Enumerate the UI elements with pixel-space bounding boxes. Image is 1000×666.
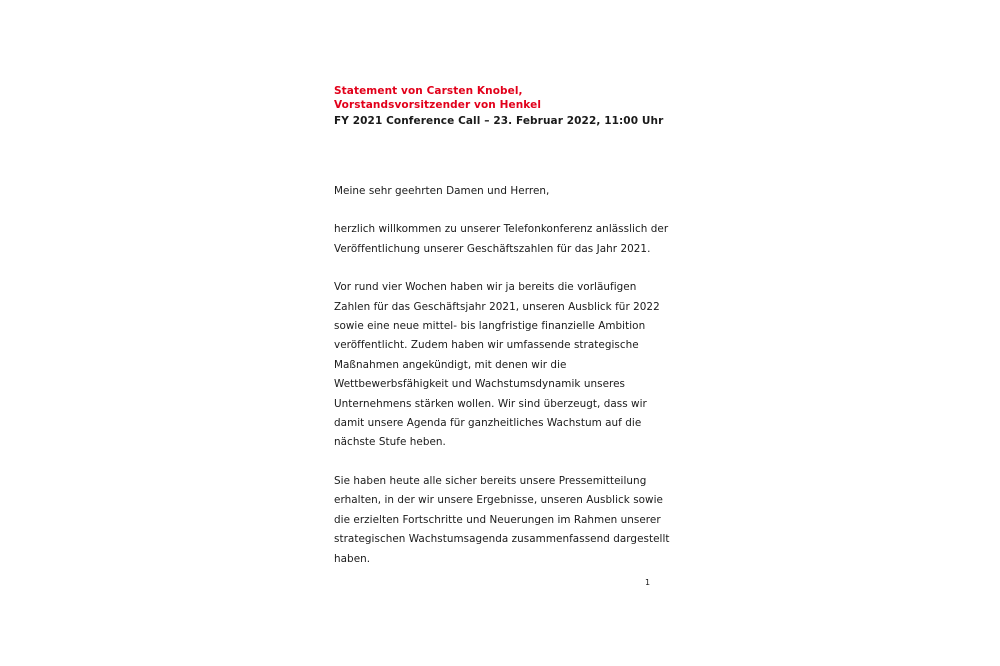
page-number: 1 xyxy=(645,578,651,587)
paragraph-salutation: Meine sehr geehrten Damen und Herren, xyxy=(334,185,550,197)
paragraph-preliminary-figures: Vor rund vier Wochen haben wir ja bereits die vorläufigen Zahlen für das Geschäftsjahr 2021, unseren Ausblick für 2022 sowie eine neue mittel- bis langfristige finanzielle Ambition veröffentlicht. Zudem haben wir umfassende strategische Maßnahmen angekündigt, mit denen wir die Wettbewerbsfähigkeit und Wachstumsdynamik unseres Unternehmens stärken wollen. Wir sind überzeugt, dass wir damit unsere Agenda für ganzheitliches Wachstum auf die nächste Stufe heben. xyxy=(334,281,660,449)
paragraph-press-release: Sie haben heute alle sicher bereits unsere Pressemitteilung erhalten, in der wir unsere Ergebnisse, unseren Ausblick sowie die erzielten Fortschritte und Neuerungen im Rahmen unserer strategischen Wachstumsagenda zusammenfassend dargestellt haben. xyxy=(334,474,670,565)
document-content xyxy=(334,182,674,569)
document-title-line-1: Statement von Carsten Knobel, xyxy=(334,85,523,97)
document-title-line-2: Vorstandsvorsitzender von Henkel xyxy=(334,99,542,111)
document-body xyxy=(334,84,674,569)
document-subtitle: FY 2021 Conference Call – 23. Februar 2022, 11:00 Uhr xyxy=(334,115,664,127)
document-header xyxy=(334,84,674,128)
document-title xyxy=(334,84,674,112)
paragraph-welcome: herzlich willkommen zu unserer Telefonkonferenz anlässlich der Veröffentlichung unserer Geschäftszahlen für das Jahr 2021. xyxy=(334,223,669,255)
